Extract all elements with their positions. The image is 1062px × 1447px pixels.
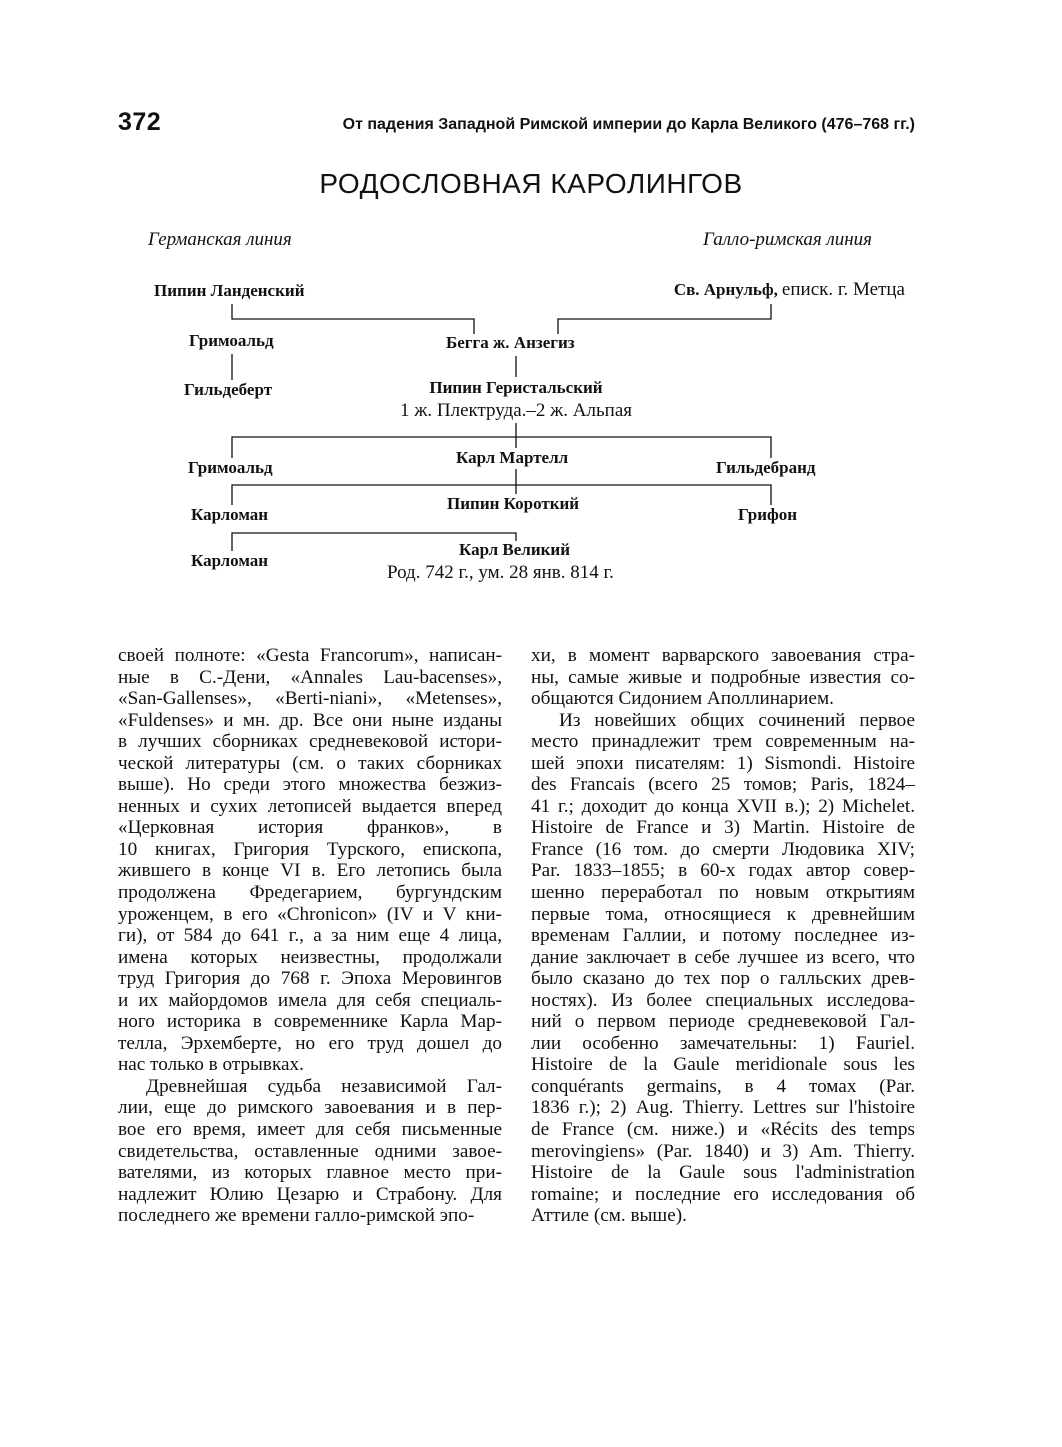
text-line: Histoire de la Gaule sous l'administration <box>531 1162 915 1184</box>
text-line: «Церковная история франков», в <box>118 817 502 839</box>
text-line: Histoire de la Gaule meridionale sous les <box>531 1054 915 1076</box>
text-line: было сказано до тех пор о галльских древ- <box>531 968 915 990</box>
text-line: в лучших сборниках средневековой истори- <box>118 731 502 753</box>
text-line: уроженцем, в его «Chronicon» (IV и V кни- <box>118 903 502 925</box>
childebrand: Гильдебранд <box>716 458 816 477</box>
text-line: merovingiens» (Par. 1840) и 3) Am. Thierry. <box>531 1140 915 1162</box>
text-line: France (16 том. до смерти Людовика XIV; <box>531 838 915 860</box>
text-line: ного историка в современнике Карла Мар- <box>118 1011 502 1033</box>
text-line: шей эпохи писателям: 1) Sismondi. Histoire <box>531 752 915 774</box>
text-line: des Francais (всего 25 томов; Paris, 1824– <box>531 774 915 796</box>
text-line: труд Григория до 768 г. Эпоха Меровингов <box>118 968 502 990</box>
text-line: ненных и сухих летописей выдается вперед <box>118 795 502 817</box>
text-line: вателями, из которых главное место при- <box>118 1162 502 1184</box>
text-column-right <box>531 645 915 1227</box>
line-pipin-landen-children <box>232 304 474 334</box>
text-line: ги), от 584 до 641 г., а за ним еще 4 лица, <box>118 925 502 947</box>
text-line: ческой литературы (см. о таких сборниках <box>118 752 502 774</box>
grimoald-1: Гримоальд <box>189 331 274 350</box>
arnulf-name: Св. Арнульф, <box>673 280 778 299</box>
text-line: 1836 г.); 2) Aug. Thierry. Lettres sur l'histoire <box>531 1097 915 1119</box>
text-line: жившего в конце VI в. Его летопись была <box>118 860 502 882</box>
running-title: От падения Западной Римской империи до Карла Великого (476–768 гг.) <box>342 116 915 133</box>
text-line: свидетельства, оставленные одними завое- <box>118 1140 502 1162</box>
text-line: ные в С.-Дени, «Annales Lau-bacenses», <box>118 666 502 688</box>
text-line: хи, в момент варварского завоевания стра- <box>531 645 915 666</box>
text-line: ностях). Из более специальных исследова- <box>531 989 915 1011</box>
text-line: 41 г.; доходит до конца XVII в.); 2) Michelet. <box>531 795 915 817</box>
karloman-1: Карломан <box>191 505 269 524</box>
childebert: Гильдеберт <box>184 380 273 399</box>
text-line: de France (см. ниже.) и «Récits des temps <box>531 1119 915 1141</box>
text-line: дание заключает в себе лучшее из всего, что <box>531 946 915 968</box>
text-line: Par. 1833–1855; в 60-х годах автор совер- <box>531 860 915 882</box>
pipin-herstal: Пипин Геристальский <box>429 378 603 397</box>
text-line: общаются Сидонием Аполлинарием. <box>531 688 834 710</box>
text-line: первые тома, относящиеся к древнейшим <box>531 903 915 925</box>
text-line: нас только в отрывках. <box>118 1054 304 1076</box>
text-line: шенно переработал по новым открытиям <box>531 882 915 904</box>
text-line: и их майордомов имела для себя специаль- <box>118 989 502 1011</box>
text-line: 10 книгах, Григория Турского, епископа, <box>118 838 502 860</box>
text-line: Аттиле (см. выше). <box>531 1205 687 1227</box>
text-line: продолжена Фредегарием, бургундским <box>118 882 502 904</box>
text-line: выше). Но среди этого множества безжиз- <box>118 774 502 796</box>
germanic-line-label: Германская линия <box>148 229 292 250</box>
text-line: последнего же времени галло-римской эпо- <box>118 1205 475 1227</box>
text-line: лии, еще до римского завоевания и в пер- <box>118 1097 502 1119</box>
begga-anzegiz: Бегга ж. Анзегиз <box>446 333 575 352</box>
pipin-herstal-wives: 1 ж. Плектруда.–2 ж. Альпая <box>399 400 633 421</box>
arnulf-note: еписк. г. Метца <box>781 279 905 300</box>
text-line: место принадлежит трем современным на- <box>531 731 915 753</box>
arnulf <box>674 279 905 301</box>
text-line: conquérants germains, в 4 томах (Par. <box>531 1075 915 1097</box>
text-line: Histoire de France и 3) Martin. Histoire de <box>531 817 915 839</box>
text-line: временам Галлии, и потому последнее из- <box>531 925 915 947</box>
text-line: «Fuldenses» и мн. др. Все они ныне изданы <box>118 709 502 731</box>
text-line: Древнейшая судьба независимой Гал- <box>146 1075 502 1097</box>
karl-great: Карл Великий <box>459 540 571 559</box>
grimoald-2: Гримоальд <box>188 458 273 477</box>
text-line: надлежит Юлию Цезарю и Страбону. Для <box>118 1183 502 1205</box>
text-column-left <box>118 645 502 1227</box>
pipin-short: Пипин Короткий <box>447 494 580 513</box>
text-line: телла, Эрхемберте, но его труд дошел до <box>118 1032 502 1054</box>
gallo-roman-line-label: Галло-римская линия <box>702 229 872 250</box>
text-line: вое его время, имеет для себя письменные <box>118 1119 502 1141</box>
genealogy-title: РОДОСЛОВНАЯ КАРОЛИНГОВ <box>319 168 743 199</box>
pipin-landen: Пипин Ланденский <box>154 281 305 300</box>
text-line: ны, самые живые и подробные известия со- <box>531 666 915 688</box>
karloman-2: Карломан <box>191 551 269 570</box>
text-line: ний о первом периоде средневековой Гал- <box>531 1011 915 1033</box>
text-line: лии особенно замечательны: 1) Fauriel. <box>531 1032 915 1054</box>
page-number: 372 <box>118 108 162 136</box>
text-line: своей полноте: «Gesta Francorum», написан- <box>118 645 502 666</box>
text-line: Из новейших общих сочинений первое <box>559 709 915 731</box>
text-line: имена которых неизвестны, продолжали <box>118 946 502 968</box>
text-line: «San-Gallenses», «Berti-niani», «Metenses», <box>118 688 502 710</box>
karl-great-dates: Род. 742 г., ум. 28 янв. 814 г. <box>387 562 614 583</box>
grifon: Грифон <box>738 505 798 524</box>
line-arnulf-child <box>558 304 771 334</box>
karl-martell: Карл Мартелл <box>456 448 569 467</box>
text-line: romaine; и последние его исследования об <box>531 1183 915 1205</box>
